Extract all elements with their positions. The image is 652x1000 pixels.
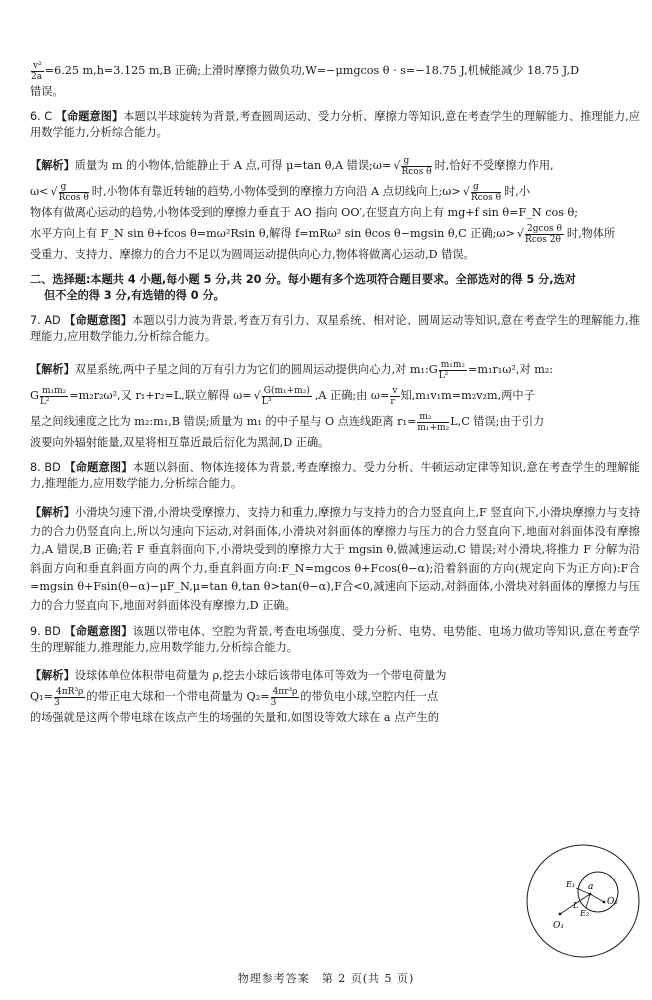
intent-tag: 【命题意图】 xyxy=(64,314,133,327)
analysis-tag: 【解析】 xyxy=(30,669,75,682)
a-point xyxy=(589,893,592,896)
question-9 xyxy=(30,624,640,726)
line-a-o2 xyxy=(590,894,604,902)
sphere-cavity-figure xyxy=(524,842,642,960)
analysis-line: 波要向外辐射能量,双星将相互靠近最后衍化为黑洞,D 正确。 xyxy=(30,436,330,449)
section-2-heading: 二、选择题:本题共 4 小题,每小题 5 分,共 20 分。每小题有多个选项符合题目要求。全部选对的得 5 分,选对 但不全的得 3 分,有选错的得 0 分。 xyxy=(30,273,576,302)
analysis-line: 星之间线速度之比为 m₂:m₁,B 错误;质量为 m₁ 的中子星与 O 点连线距离 r₁= $\frac{\text{m₂}}{\text{m₁+m₂}}$ L,C 错误;由于引力 xyxy=(30,411,545,433)
question-6 xyxy=(30,109,640,263)
intent-tag: 【命题意图】 xyxy=(55,110,124,123)
analysis-line: Q₁= $\frac{\text{4πR³ρ}}{3}$ 的带正电大球和一个带电荷量为 Q₂= $\frac{\text{4πr³ρ}}{3}$ 的带负电小球,空腔内任一点 xyxy=(30,686,439,708)
analysis-line: 水平方向上有 F_N sin θ+fcos θ=mω²Rsin θ,解得 f=mRω² sin θcos θ−mgsin θ,C 正确;ω> √ $\frac{\text{2gcos θ}}{Rcos 2\theta}$ 时,物体所 xyxy=(30,223,616,245)
answer-page xyxy=(30,58,640,726)
analysis-tag: 【解析】 xyxy=(30,159,75,172)
analysis-line: 【解析】设球体单位体积带电荷量为 ρ,挖去小球后该带电体可等效为一个带电荷量为 xyxy=(30,669,447,682)
label-a: a xyxy=(588,882,594,892)
intent-text: 本题以引力波为背景,考查万有引力、双星系统、相对论、圆周运动等知识,意在考查学生的理解能力,推理能力,应用数学能力,分析综合能力。 xyxy=(30,314,640,343)
label-o2: O₂ xyxy=(607,897,618,907)
analysis-line: 物体有做离心运动的趋势,小物体受到的摩擦力垂直于 AO 指向 OO′,在竖直方向上有 mg+f sin θ=F_N cos θ; xyxy=(30,206,579,219)
question-7 xyxy=(30,313,640,451)
question-number: 7. AD xyxy=(30,314,61,327)
top-continuation-tail: 错误。 xyxy=(30,85,64,98)
analysis-line: 的场强就是这两个带电球在该点产生的场强的矢量和,如图设等效大球在 a 点产生的 xyxy=(30,711,439,724)
o1-point xyxy=(559,913,562,916)
question-number: 9. BD xyxy=(30,625,61,638)
analysis-line: G $\frac{\text{m₁m₂}}{\text{L²}}$ =m₂r₂ω²,又 r₁+r₂=L,联立解得 ω= √ $\frac{\text{G(m₁+m₂)}}{\text{L³}}$ ,A 正确;由 ω= $\frac{v}{r}$ 知,m₁v₁m=m₂v₂m,两中子 xyxy=(30,385,535,407)
large-sphere-outline xyxy=(527,845,639,957)
top-continuation: $\frac{\text{v²}}{2a}$ =6.25 m,h=3.125 m,B 正确;上滑时摩擦力做负功,W=−μmgcos θ · s=−18.75 J,机械能减少 18.75 J,D xyxy=(31,60,580,82)
intent-tag: 【命题意图】 xyxy=(64,461,133,474)
o2-point xyxy=(603,901,606,904)
analysis-line: 受重力、支持力、摩擦力的合力不足以为圆周运动提供向心力,物体将做离心运动,D 错误。 xyxy=(30,248,475,261)
question-number: 6. C xyxy=(30,110,53,123)
analysis-tag: 【解析】 xyxy=(30,506,75,519)
intent-text: 本题以斜面、物体连接体为背景,考查摩擦力、受力分析、牛顿运动定律等知识,意在考查学生的理解能力,推理能力,应用数学能力,分析综合能力。 xyxy=(30,461,640,490)
analysis-tag: 【解析】 xyxy=(30,363,75,376)
question-number: 8. BD xyxy=(30,461,61,474)
intent-text: 本题以半球旋转为背景,考查圆周运动、受力分析、摩擦力等知识,意在考查学生的理解能力、推理能力,应用数学能力,分析综合能力。 xyxy=(30,110,640,139)
label-e1: E₁ xyxy=(566,880,576,889)
sqrt-expression: √ $\frac{g}{\text{Rcos θ}}$ xyxy=(393,155,432,177)
analysis-line: ω< √ $\frac{g}{\text{Rcos θ}}$ 时,小物体有靠近转轴的趋势,小物体受到的摩擦力方向沿 A 点切线向上;ω> √ $\frac{g}{\text{Rcos θ}}$ 时,小 xyxy=(30,181,531,203)
intent-text: 该题以带电体、空腔为背景,考查电场强度、受力分析、电势、电势能、电场力做功等知识,意在考查学生的理解能力,推理能力,应用数学能力,分析综合能力。 xyxy=(30,625,640,654)
fraction: $\frac{\text{v²}}{2a}$ xyxy=(31,60,43,82)
intent-tag: 【命题意图】 xyxy=(64,625,133,638)
label-e2: E₂ xyxy=(580,909,590,918)
analysis-line: 【解析】质量为 m 的小物体,恰能静止于 A 点,可得 μ=tan θ,A 错误;ω= √ $\frac{g}{\text{Rcos θ}}$ 时,恰好不受摩擦力作用, xyxy=(30,153,640,179)
question-8 xyxy=(30,460,640,615)
analysis-paragraph: 【解析】小滑块匀速下滑,小滑块受摩擦力、支持力和重力,摩擦力与支持力的合力竖直向上,F 竖直向下,小滑块摩擦力与支持力的合力仍竖直向上,所以匀速向下运动,对斜面体,小滑块对斜面体的摩擦力与压力的合力竖直向下,地面对斜面体没有摩擦力,A 错误,B 正确;若 F 垂直斜面向下,小滑块受到的摩擦力大于 mgsin θ,做减速运动,C 错误;对小滑块,将推力 F 分解为沿斜面方向和垂直斜面方向的两个力,垂直斜面方向:F_N=mgcos θ+Fcos(θ−α);沿着斜面的方向(规定向下为正方向):F合=mgsin θ+Fsin(θ−α)−μF_N,μ=tan θ,tan θ>tan(θ−α),F合<0,减速向下运动,对斜面体,小滑块对斜面体的摩擦力与压力的合力竖直向下,地面对斜面体没有摩擦力,D 正确。 xyxy=(30,506,640,612)
label-l: L xyxy=(573,901,579,910)
analysis-line: 【解析】双星系统,两中子星之间的万有引力为它们的圆周运动提供向心力,对 m₁:G $\frac{\text{m₁m₂}}{\text{L²}}$ =m₁r₁ω²,对 m₂: xyxy=(30,359,554,381)
page-footer: 物理参考答案 第 2 页(共 5 页) xyxy=(237,972,415,985)
label-o1: O₁ xyxy=(553,921,564,931)
